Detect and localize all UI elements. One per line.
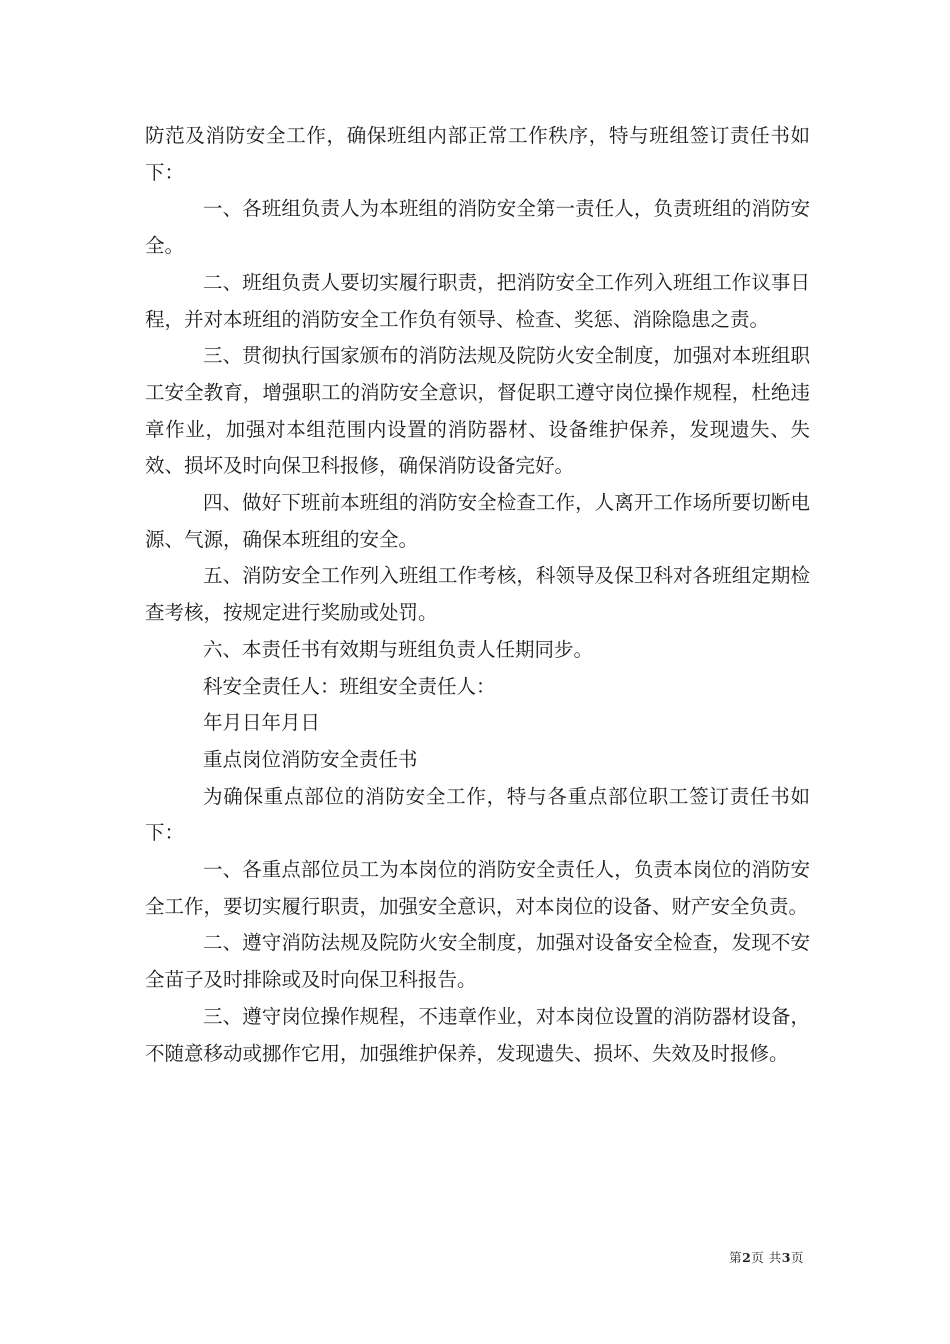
- total-pages-number: 3: [781, 1250, 791, 1265]
- paragraph-13: 三、遵守岗位操作规程，不违章作业，对本岗位设置的消防器材设备，不随意移动或挪作它用，加强维护保养，发现遗失、损坏、失效及时报修。: [145, 1004, 810, 1065]
- footer-middle: 页 共: [751, 1250, 782, 1265]
- signature-line: 科安全责任人：班组安全责任人：: [203, 674, 496, 698]
- document-body: [145, 118, 810, 1072]
- paragraph-3: 三、贯彻执行国家颁布的消防法规及院防火安全制度，加强对本班组职工安全教育，增强职工的消防安全意识，督促职工遵守岗位操作规程，杜绝违章作业，加强对本组范围内设置的消防器材、设备维护保养，发现遗失、失效、损坏及时向保卫科报修，确保消防设备完好。: [145, 344, 810, 478]
- footer-prefix: 第: [729, 1250, 743, 1265]
- paragraph-11: 一、各重点部位员工为本岗位的消防安全责任人，负责本岗位的消防安全工作，要切实履行职责，加强安全意识，对本岗位的设备、财产安全负责。: [145, 858, 810, 918]
- footer-suffix: 页: [790, 1250, 804, 1265]
- paragraph-6: 六、本责任书有效期与班组负责人任期同步。: [203, 637, 594, 661]
- paragraph-5: 五、消防安全工作列入班组工作考核，科领导及保卫科对各班组定期检查考核，按规定进行奖励或处罚。: [145, 564, 810, 625]
- paragraph-4: 四、做好下班前本班组的消防安全检查工作，人离开工作场所要切断电源、气源，确保本班组的安全。: [145, 491, 810, 551]
- page-footer: [729, 1248, 804, 1266]
- section-title: 重点岗位消防安全责任书: [203, 747, 418, 771]
- paragraph-1: 一、各班组负责人为本班组的消防安全第一责任人，负责班组的消防安全。: [145, 197, 810, 258]
- paragraph-12: 二、遵守消防法规及院防火安全制度，加强对设备安全检查，发现不安全苗子及时排除或及时向保卫科报告。: [145, 931, 810, 992]
- paragraph-10: 为确保重点部位的消防安全工作，特与各重点部位职工签订责任书如下：: [145, 784, 810, 845]
- current-page-number: 2: [742, 1250, 752, 1265]
- date-line: 年月日年月日: [203, 711, 321, 735]
- paragraph-0: 防范及消防安全工作，确保班组内部正常工作秩序，特与班组签订责任书如下：: [145, 124, 810, 184]
- paragraph-2: 二、班组负责人要切实履行职责，把消防安全工作列入班组工作议事日程，并对本班组的消防安全工作负有领导、检查、奖惩、消除隐患之责。: [145, 270, 810, 331]
